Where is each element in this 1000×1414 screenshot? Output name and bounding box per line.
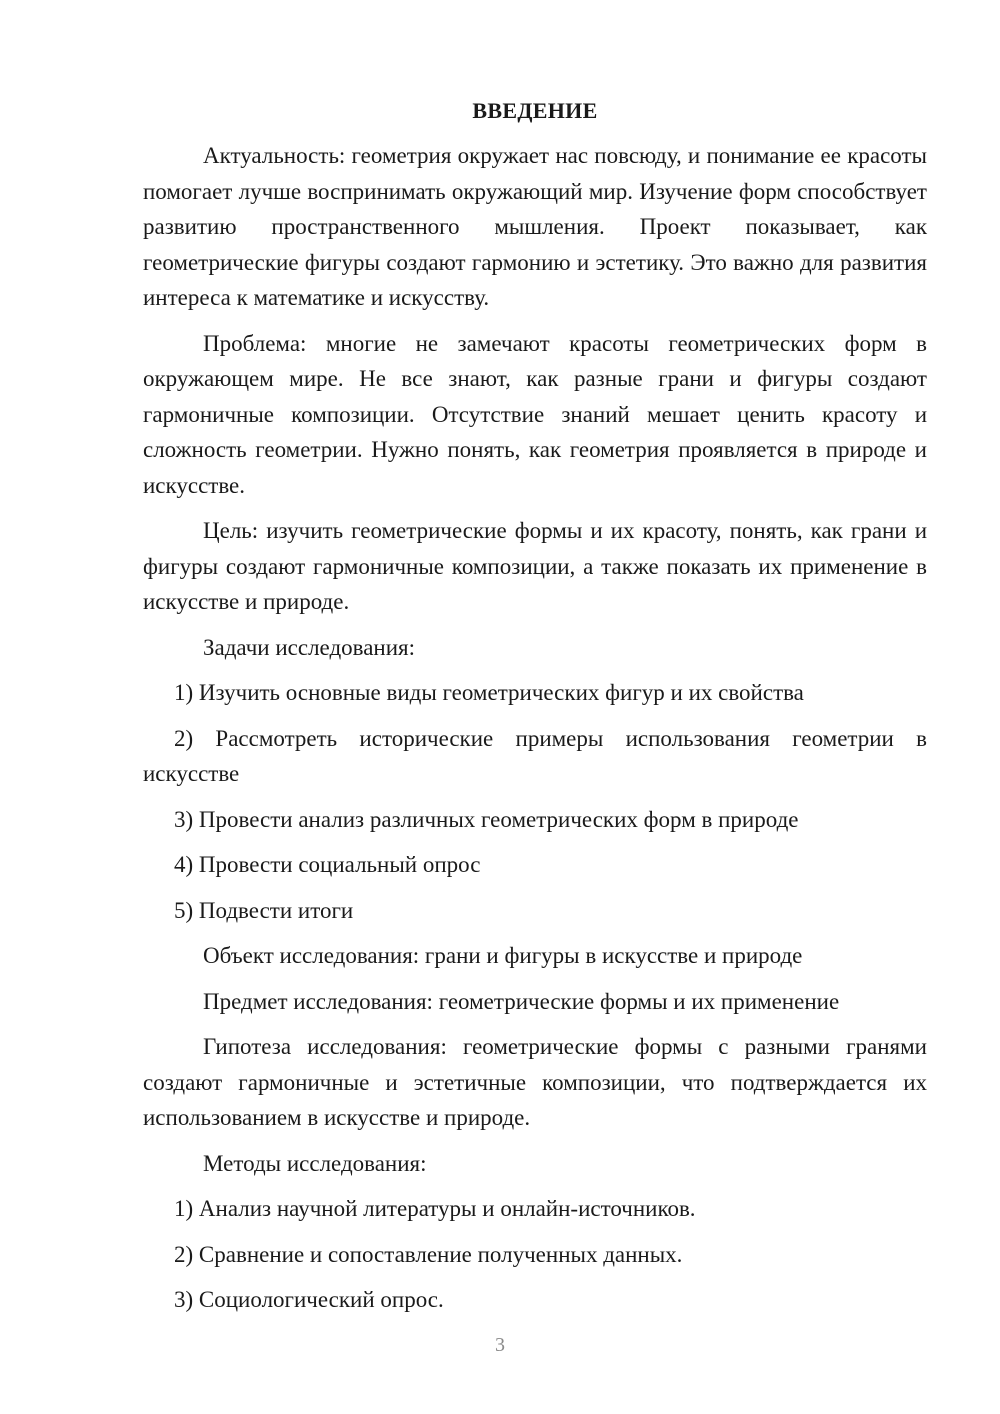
task-item: 1) Изучить основные виды геометрических фигур и их свойства (174, 680, 804, 705)
task-item: 5) Подвести итоги (174, 897, 354, 923)
task-item: 4) Провести социальный опрос (174, 852, 481, 877)
research-subject: Предмет исследования: геометрические формы и их применение (203, 988, 840, 1014)
section-heading: ВВЕДЕНИЕ (472, 98, 598, 123)
methods-title: Методы исследования: (203, 1150, 427, 1176)
problem-paragraph: Проблема: многие не замечают красоты геометрических форм в окружающем мире. Не все знают, как разные грани и фигуры создают гармоничные композиции. Отсутствие знаний мешает ценить красоту и сложность геометрии. Нужно понять, как геометрия проявляется в природе и искусстве. (143, 330, 927, 498)
hypothesis-paragraph: Гипотеза исследования: геометрические формы с разными гранями создают гармоничные и эстетичные композиции, что подтверждается их использованием в искусстве и природе. (143, 1034, 927, 1130)
method-item: 2) Сравнение и сопоставление полученных данных. (174, 1241, 683, 1267)
methods-list (143, 1191, 927, 1318)
tasks-title: Задачи исследования: (203, 634, 416, 660)
task-item: 2) Рассмотреть исторические примеры использования геометрии в искусстве (143, 725, 927, 786)
method-item: 1) Анализ научной литературы и онлайн-источников. (174, 1196, 696, 1221)
relevance-paragraph: Актуальность: геометрия окружает нас повсюду, и понимание ее красоты помогает лучше воспринимать окружающий мир. Изучение форм способствует развитию пространственного мышления. Проект показывает, как геометрические фигуры создают гармонию и эстетику. Это важно для развития интереса к математике и искусству. (143, 143, 927, 310)
task-item: 3) Провести анализ различных геометрических форм в природе (174, 806, 799, 832)
method-item: 3) Социологический опрос. (174, 1287, 444, 1312)
research-object: Объект исследования: грани и фигуры в искусстве и природе (203, 943, 803, 968)
tasks-list (143, 675, 927, 928)
page-number: 3 (495, 1334, 505, 1356)
goal-paragraph: Цель: изучить геометрические формы и их красоту, понять, как грани и фигуры создают гармоничные композиции, а также показать их применение в искусстве и природе. (143, 518, 927, 614)
page-content (143, 96, 927, 1328)
